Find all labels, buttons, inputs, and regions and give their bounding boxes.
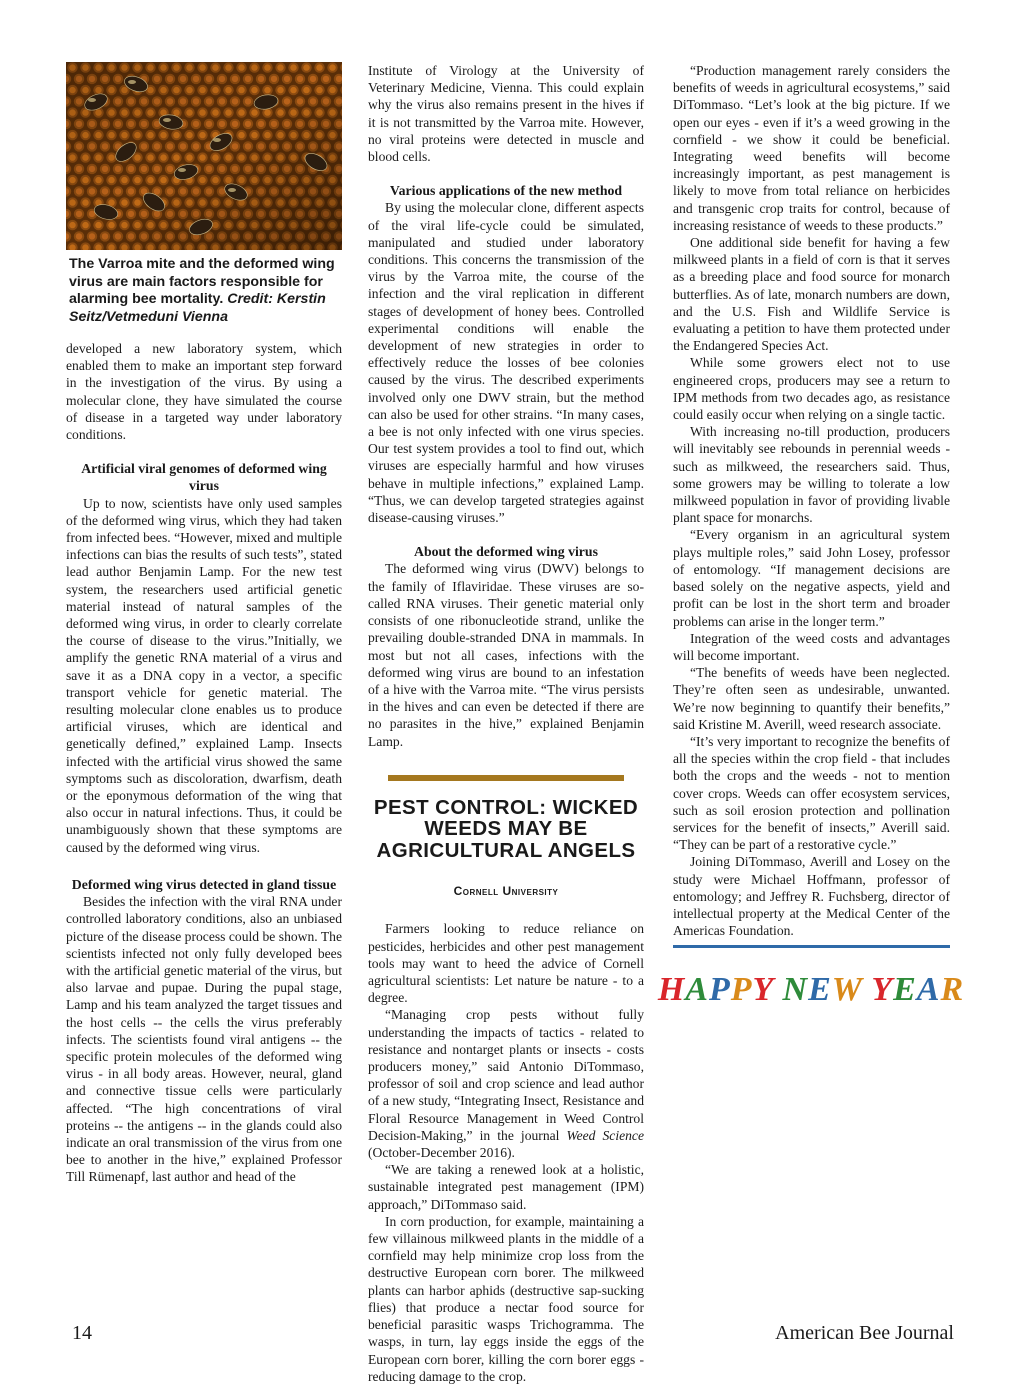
greeting-letter	[862, 971, 871, 1008]
caption-text: The Varroa mite and the deformed wing virus are main factors responsible for alarming bee mortality.	[69, 256, 335, 307]
article-divider	[388, 775, 624, 781]
paragraph: Farmers looking to reduce reliance on pesticides, herbicides and other pest management tools may want to heed the advice of Cornell agricultural scientists: Let nature be nature - to a degree.	[368, 921, 644, 1006]
subheading: About the deformed wing virus	[414, 544, 598, 560]
svg-text:HAPPY NEW YEAR	[657, 971, 964, 1008]
journal-name: American Bee Journal	[775, 1322, 954, 1344]
honeycomb-photo	[66, 62, 342, 250]
greeting-letter: E	[893, 971, 917, 1009]
paragraph: One additional side benefit for having a few milkweed plants in a field of corn is that it serves as a breeding place and food source for monarch butterflies. As of late, monarch numbers are down, and the U.S. Fish and Wildlife Service is evaluating a petition to have them protected under the Endangered Species Act.	[673, 235, 950, 354]
greeting-letter: Y	[871, 971, 894, 1009]
paragraph: By using the molecular clone, different aspects of the viral life-cycle could be simulated, manipulated and studied under laboratory conditions. This concerns the transmission of the virus by the Varroa mite, the course of the infection and the viral replication in different stages of development of honey bees. Controlled experimental conditions will enable the development of new strategies in order to effectively reduce the losses of bee colonies caused by the virus. The described experiments involved only one DWV strain, but the method can also be used for other strains. “In many cases, a bee is not only infected with one virus species. Our test system provides a tool to find out, which viruses are especially harmful and how viruses behave in multiple infections,” explained Lamp. “Thus, we can develop targeted strategies against disease-causing viruses.”	[368, 200, 644, 526]
column-1	[66, 62, 342, 1186]
paragraph: “Managing crop pests without fully understanding the impacts of tactics - related to resistance and nontarget plants or insects - costs producers money,” said Antonio DiTommaso, professor of soil and crop science and lead author of a new study, “Integrating Insect, Resistance and Floral Resource Management in Weed Control Decision-Making,” in the journal Weed Science (October-December 2016).	[368, 1007, 645, 1161]
paragraph: “We are taking a renewed look at a holistic, sustainable integrated pest management (IPM) approach,” DiTommaso said.	[368, 1162, 644, 1212]
greeting-letter: R	[940, 971, 965, 1009]
paragraph: “It’s very important to recognize the benefits of all the species within the crop field - that includes both the crops and the weeds - not to mention cover crops. Weeds can offer ecosystem services, such as soil erosion protection and pollination services for the benefit of insects,” Averill said. “They can be part of a restorative cycle.”	[673, 733, 950, 853]
greeting-letter: N	[782, 971, 809, 1009]
paragraph: Joining DiTommaso, Averill and Losey on the study were Michael Hoffmann, professor of entomology; and Jeffrey R. Fuchsberg, director of intellectual property at the Medical Center of the Americas Foundation.	[673, 854, 950, 939]
photo-caption	[69, 256, 342, 326]
greeting-letter: W	[831, 971, 863, 1009]
paragraph: The deformed wing virus (DWV) belongs to the family of Iflaviridae. These viruses are so-called RNA viruses. Their genetic material only consists of one ribonucleotide strand, unlike the prevailing double-stranded DNA in mammals. In most but not all cases, infections with the deformed wing virus are bound to an infestation of a hive with the Varroa mite. “The virus persists in the hives and can even be detected if there are no parasites in the hive,” explained Benjamin Lamp.	[368, 561, 644, 749]
paragraph: While some growers elect not to use engineered crops, producers may see a return to IPM methods from two decades ago, as resistance could easily occur when relying on a single tactic.	[673, 355, 950, 423]
paragraph: In corn production, for example, maintaining a few villainous milkweed plants in the middle of a cornfield may help minimize crop loss from the destructive European corn borer. The milkweed plants can harbor aphids (destructive sap-sucking flies) that produce a nectar food source for beneficial parasitic wasps Trichogramma. The wasps, in turn, lay eggs inside the eggs of the European corn borer, killing the corn borer eggs - reducing damage to the crop.	[368, 1213, 644, 1384]
column-3	[657, 62, 965, 1017]
paragraph: “The benefits of weeds have been neglected. They’re often seen as undesirable, unwanted. We’re now beginning to quantify their benefits,” said Kristine M. Averill, weed research associate.	[673, 665, 950, 732]
greeting-letter: P	[730, 971, 753, 1009]
journal-title: Weed Science	[566, 1127, 645, 1143]
blue-divider	[673, 945, 950, 948]
paragraph: Integration of the weed costs and advantages will become important.	[673, 630, 950, 663]
subheading: Artificial viral genomes of deformed wing virus	[81, 461, 327, 494]
subheading: Deformed wing virus detected in gland tissue	[71, 876, 337, 892]
paragraph: “Production management rarely considers the benefits of weeds in agricultural ecosystems,” said DiTommaso. “Let’s look at the big picture. If we open our eyes - even if it’s a weed growing in the cornfield - we show it could be beneficial. Integrating weed benefits will become increasingly important, as pest management is likely to move from total reliance on herbicides and transgenic crop traits for control, because of increasing resistance of weeds to these products.”	[673, 63, 950, 233]
happy-new-year-graphic	[657, 962, 965, 1012]
greeting-letter: A	[685, 971, 709, 1009]
greeting-letter: H	[657, 971, 686, 1009]
paragraph: Besides the infection with the viral RNA under controlled laboratory conditions, also an unbiased picture of the disease process could be shown. The scientists infected not only fully developed bees with the artificial genetic material of the virus, but also larvae and pupae. During the pupal stage, Lamp and his team analyzed the target tissues and the host cells -- the cells the virus preferably infects. The scientists found viral antigens -- the specific protein molecules of the deformed wing virus - in all body areas. However, neural, gland and connective tissue cells were particularly affected. “The high concentrations of viral proteins -- the antigens -- in the glands could also indicate an oral transmission of the virus from one bee to another in the hive,” explained Professor Till Rümenapf, last author and head of the	[66, 894, 342, 1185]
subheading: Various applications of the new method	[389, 183, 623, 199]
greeting-letter	[773, 971, 783, 1008]
caption-credit: Credit: Kerstin Seitz/Vetmeduni Vienna	[69, 291, 326, 325]
paragraph: Up to now, scientists have only used samples of the deformed wing virus, which they had taken from infected bees. “However, mixed and multiple infections can bias the results of such tests”, stated lead author Benjamin Lamp. For the new test system, the researchers used artificial genetic material instead of natural samples of the deformed wing virus, in order to clearly correlate the course of disease to the virus.”Initially, we amplify the genetic RNA material of a virus and save it as a DNA copy in a vector, a specific transport vehicle for genetic material. The resulting molecular clone enables us to produce artificial viruses, which are identical and genetically defined,” explained Lamp. Insects infected with the artificial virus showed the same symptoms such as discoloration, dwarfism, death or the eponymous deformation of the wing that also occur in natural infections. Thus, it could be unambiguously shown that these symptoms are caused by the deformed wing virus.	[66, 495, 342, 855]
column-2	[368, 62, 644, 1385]
happy-new-year-banner	[657, 962, 965, 1016]
paragraph: Institute of Virology at the University of Veterinary Medicine, Vienna. This could explain why the virus also remains present in the hives if it is not transmitted by the Varroa mite. However, no viral proteins were detected in muscle and blood cells.	[368, 63, 644, 165]
page-number: 14	[72, 1322, 92, 1344]
paragraph: “Every organism in an agricultural system plays multiple roles,” said John Losey, professor of entomology. “If management decisions are based solely on the negative aspects, yield and profit can be lost in the short term and broader problems can arise in the longer term.”	[673, 527, 950, 629]
article-byline: Cornell University	[453, 884, 559, 899]
greeting-letter: P	[708, 971, 731, 1009]
paragraph: With increasing no-till production, producers will inevitably see rebounds in perennial weeds - such as milkweed, the researchers said. Thus, some growers may be willing to tolerate a low milkweed population in favor of providing livable plant space for monarchs.	[673, 424, 950, 526]
article-headline: PEST CONTROL: WICKED WEEDS MAY BE AGRICULTURAL ANGELS	[373, 795, 639, 862]
greeting-letter: A	[916, 971, 941, 1009]
paragraph: developed a new laboratory system, which enabled them to make an important step forward in the investigation of the virus. By using a molecular clone, they have simulated the course of disease in a targeted way under laboratory conditions.	[66, 341, 342, 443]
honeycomb-image	[66, 62, 342, 250]
greeting-letter: Y	[752, 971, 774, 1009]
greeting-letter: E	[808, 971, 832, 1009]
